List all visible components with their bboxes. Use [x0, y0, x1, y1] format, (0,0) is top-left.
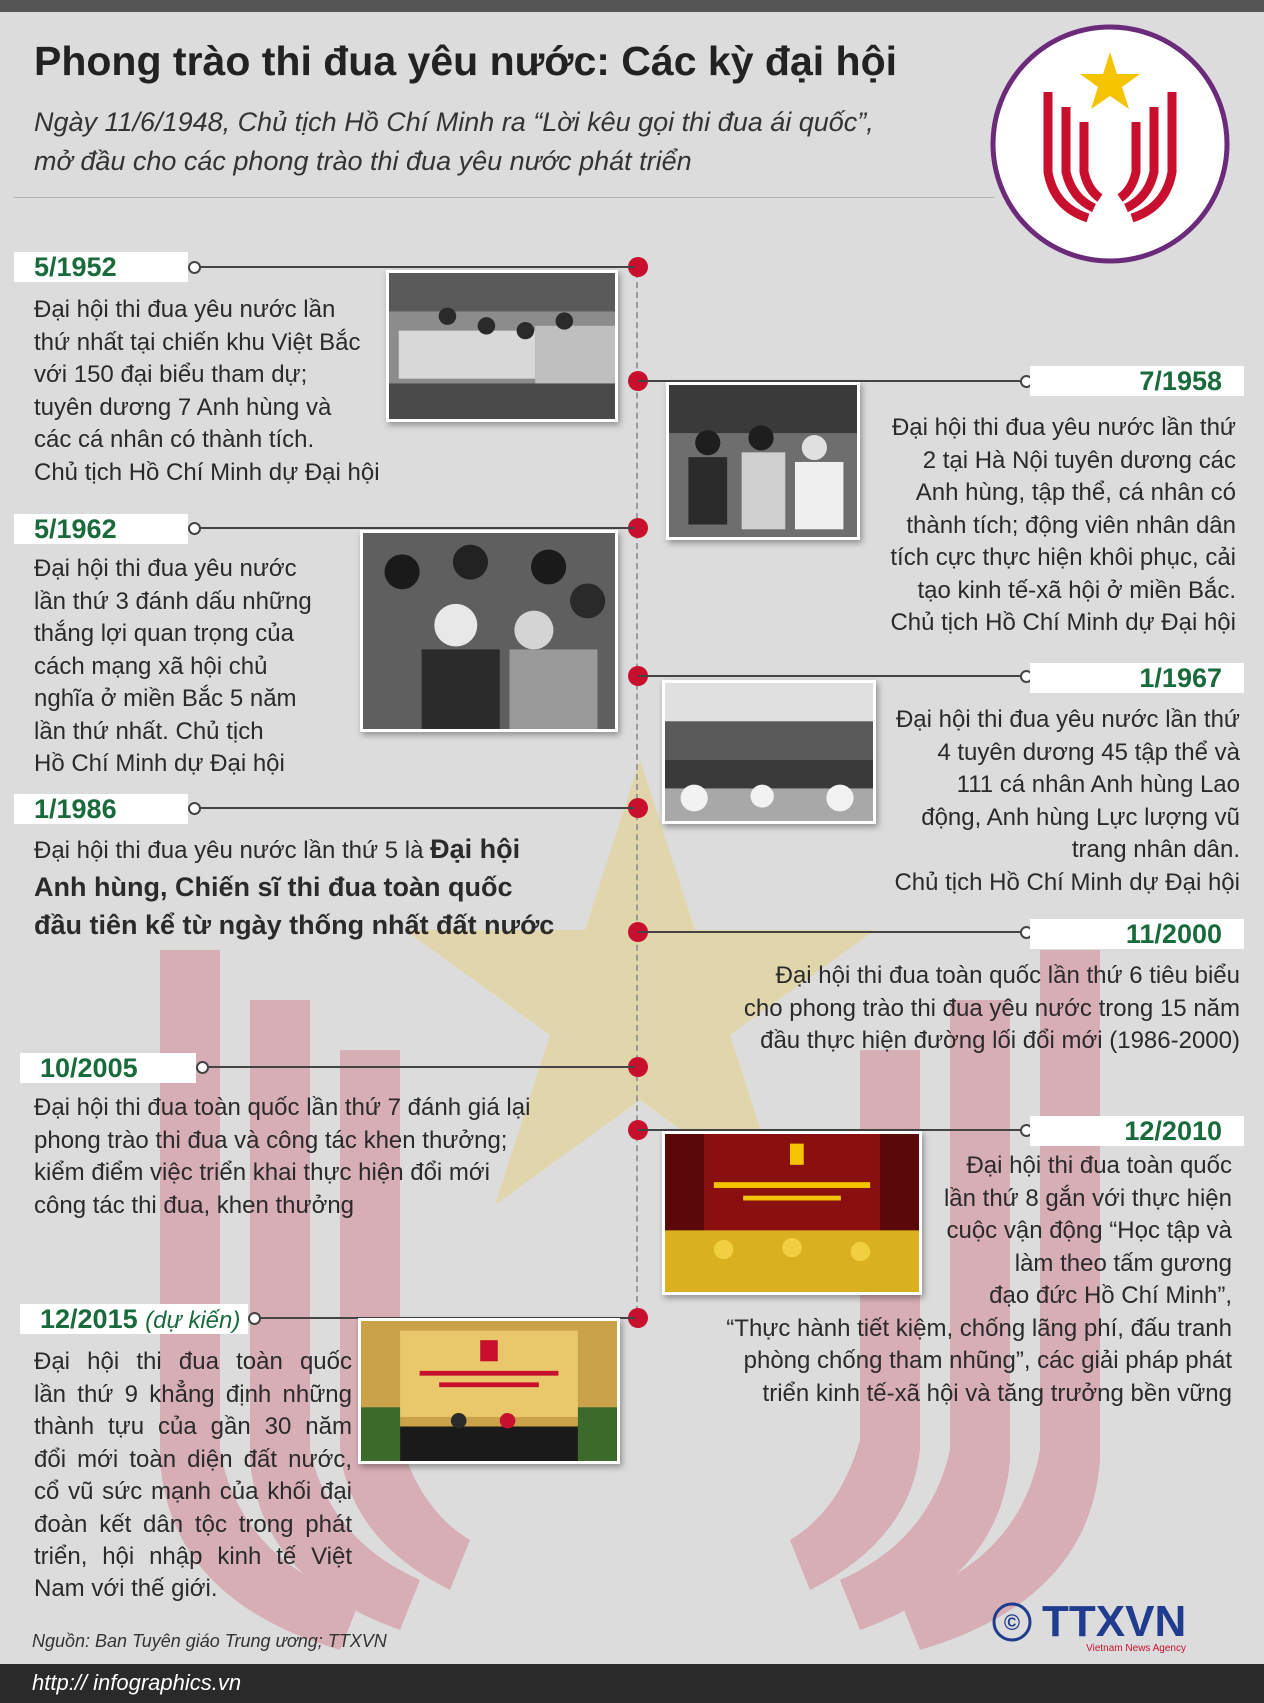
- highlight-text: đầu tiên kể từ ngày thống nhất đất nước: [34, 910, 555, 940]
- text-line: Đại hội thi đua yêu nước lần thứ: [891, 414, 1236, 441]
- brand-tagline: Vietnam News Agency: [1086, 1643, 1186, 1654]
- event-text-1-1967: [850, 704, 1240, 899]
- photo-congress-1967: [662, 680, 876, 824]
- text-line: cuộc vận động “Học tập và: [946, 1217, 1232, 1244]
- text-line: đoàn kết dân tộc trong phát: [34, 1510, 352, 1538]
- event-date: 1/1967: [1030, 663, 1244, 693]
- text-line: trang nhân dân.: [1071, 836, 1240, 863]
- text-line: cho phong trào thi đua yêu nước trong 15 năm: [743, 994, 1240, 1022]
- connector-line: [195, 527, 635, 529]
- text-line: các cá nhân có thành tích.: [34, 426, 315, 453]
- text-line: Đại hội thi đua yêu nước lần: [34, 296, 336, 323]
- text-line: thành tựu của gần 30 năm: [34, 1413, 352, 1440]
- connector-line: [638, 931, 1026, 933]
- photo-congress-1962: [360, 530, 618, 732]
- event-text-7-1958: [840, 412, 1236, 640]
- connector-end: [188, 261, 201, 274]
- site-url[interactable]: http:// infographics.vn: [32, 1670, 242, 1695]
- text-line: lần thứ nhất. Chủ tịch: [34, 717, 264, 745]
- event-text-12-2010: [680, 1150, 1232, 1410]
- connector-line: [203, 1066, 635, 1068]
- text-line: Anh hùng, tập thể, cá nhân có: [915, 479, 1236, 506]
- text-line: cách mạng xã hội chủ: [34, 652, 268, 680]
- text-line: Chủ tịch Hồ Chí Minh dự Đại hội: [890, 609, 1236, 636]
- subtitle-line: mở đầu cho các phong trào thi đua yêu nước phát triển: [34, 146, 692, 176]
- subtitle-line: Ngày 11/6/1948, Chủ tịch Hồ Chí Minh ra “Lời kêu gọi thi đua ái quốc”,: [34, 107, 874, 137]
- brand-name: TTXVN: [1042, 1597, 1187, 1646]
- text-line: đổi mới toàn diện đất nước,: [34, 1445, 352, 1473]
- event-date: [20, 1304, 248, 1334]
- text-line: thắng lợi quan trọng của: [34, 620, 294, 647]
- text-line: làm theo tấm gương: [1014, 1249, 1232, 1277]
- text-line: 4 tuyên dương 45 tập thể và: [937, 738, 1240, 766]
- event-date: 7/1958: [1030, 366, 1244, 396]
- event-text-10-2005: [34, 1092, 614, 1222]
- page-title: Phong trào thi đua yêu nước: Các kỳ đại hội: [34, 38, 898, 84]
- connector-end: [248, 1312, 261, 1325]
- text-line: lần thứ 3 đánh dấu những: [34, 587, 312, 615]
- text-line: công tác thi đua, khen thưởng: [34, 1191, 355, 1219]
- text-line: 2 tại Hà Nội tuyên dương các: [922, 446, 1236, 474]
- highlight-text: Đại hội: [430, 834, 521, 864]
- text-line: đầu thực hiện đường lối đổi mới (1986-2000): [760, 1027, 1240, 1054]
- event-date: 10/2005: [20, 1053, 196, 1083]
- highlight-text: Anh hùng, Chiến sĩ thi đua toàn quốc: [34, 872, 513, 902]
- text-line: lần thứ 8 gắn với thực hiện: [943, 1184, 1232, 1212]
- text-line: thành tích; động viên nhân dân: [906, 511, 1236, 539]
- header-divider: [14, 197, 994, 198]
- text-line: lần thứ 9 khẳng định những: [34, 1380, 352, 1408]
- photo-congress-1952: [386, 270, 618, 422]
- text-line: phong trào thi đua và công tác khen thưởng;: [34, 1126, 508, 1154]
- text-line: phòng chống tham nhũng”, các giải pháp phát: [743, 1347, 1232, 1374]
- connector-end: [196, 1061, 209, 1074]
- timeline-axis: [636, 262, 638, 1312]
- event-text-12-2015: [34, 1346, 352, 1574]
- text-line: 111 cá nhân Anh hùng Lao: [956, 771, 1240, 798]
- text-line: Đại hội thi đua yêu nước: [34, 555, 297, 582]
- text-line: triển kinh tế-xã hội và tăng trưởng bền vững: [762, 1379, 1232, 1407]
- event-date: 1/1986: [14, 794, 188, 824]
- text-line: Hồ Chí Minh dự Đại hội: [34, 750, 285, 777]
- text-line: Đại hội thi đua yêu nước lần thứ: [895, 706, 1240, 733]
- text-line: Đại hội thi đua toàn quốc: [966, 1152, 1232, 1179]
- text-line: Đại hội thi đua toàn quốc lần thứ 7 đánh giá lại: [34, 1094, 531, 1121]
- event-date: 12/2010: [1030, 1116, 1244, 1146]
- text-line: triển, hội nhập kinh tế Việt: [34, 1543, 352, 1570]
- text-line: động, Anh hùng Lực lượng vũ: [921, 803, 1240, 831]
- brand-copyright: ©: [1003, 1610, 1021, 1635]
- event-date: 5/1962: [14, 514, 188, 544]
- text-line: thứ nhất tại chiến khu Việt Bắc: [34, 328, 361, 356]
- text-line: cổ vũ sức mạnh của khối đại: [34, 1478, 352, 1505]
- text-line: “Thực hành tiết kiệm, chống lãng phí, đấu tranh: [726, 1314, 1232, 1342]
- text-line: với 150 đại biểu tham dự;: [34, 361, 308, 388]
- page-subtitle: [34, 103, 874, 181]
- text-line: nghĩa ở miền Bắc 5 năm: [34, 685, 297, 712]
- text-line: Đại hội thi đua toàn quốc: [34, 1348, 352, 1375]
- text-line: tuyên dương 7 Anh hùng và: [34, 393, 332, 421]
- event-date-text: 12/2015: [40, 1304, 138, 1334]
- text-line: Đại hội thi đua yêu nước lần thứ 5 là: [34, 837, 431, 864]
- event-text-12-2015-last: Nam với thế giới.: [34, 1575, 218, 1602]
- event-date-note: (dự kiến): [145, 1307, 241, 1334]
- photo-press-conference-2015: [358, 1318, 620, 1464]
- event-date: 5/1952: [14, 252, 188, 282]
- text-line: Đại hội thi đua toàn quốc lần thứ 6 tiêu biểu: [775, 962, 1240, 989]
- connector-line: [638, 675, 1026, 677]
- connector-end: [188, 802, 201, 815]
- source-credit: Nguồn: Ban Tuyên giáo Trung ương; TTXVN: [32, 1631, 387, 1651]
- event-text-1-1986: [34, 830, 634, 944]
- text-line: tích cực thực hiện khôi phục, cải: [890, 544, 1236, 571]
- text-line: Chủ tịch Hồ Chí Minh dự Đại hội: [34, 458, 380, 486]
- event-text-11-2000: [640, 960, 1240, 1058]
- text-line: đạo đức Hồ Chí Minh”,: [989, 1282, 1232, 1309]
- event-text-5-1962: [34, 553, 354, 781]
- event-date: 11/2000: [1030, 919, 1244, 949]
- emulation-emblem-logo: [988, 22, 1232, 266]
- event-text-5-1952: [34, 294, 394, 489]
- text-line: kiểm điểm việc triển khai thực hiện đổi mới: [34, 1159, 490, 1186]
- text-line: tạo kinh tế-xã hội ở miền Bắc.: [917, 576, 1236, 604]
- connector-end: [188, 522, 201, 535]
- ttxvn-brand-logo: [990, 1596, 1230, 1654]
- text-line: Chủ tịch Hồ Chí Minh dự Đại hội: [894, 868, 1240, 896]
- connector-line: [195, 266, 635, 268]
- connector-line: [195, 807, 635, 809]
- photo-congress-1958: [666, 382, 860, 540]
